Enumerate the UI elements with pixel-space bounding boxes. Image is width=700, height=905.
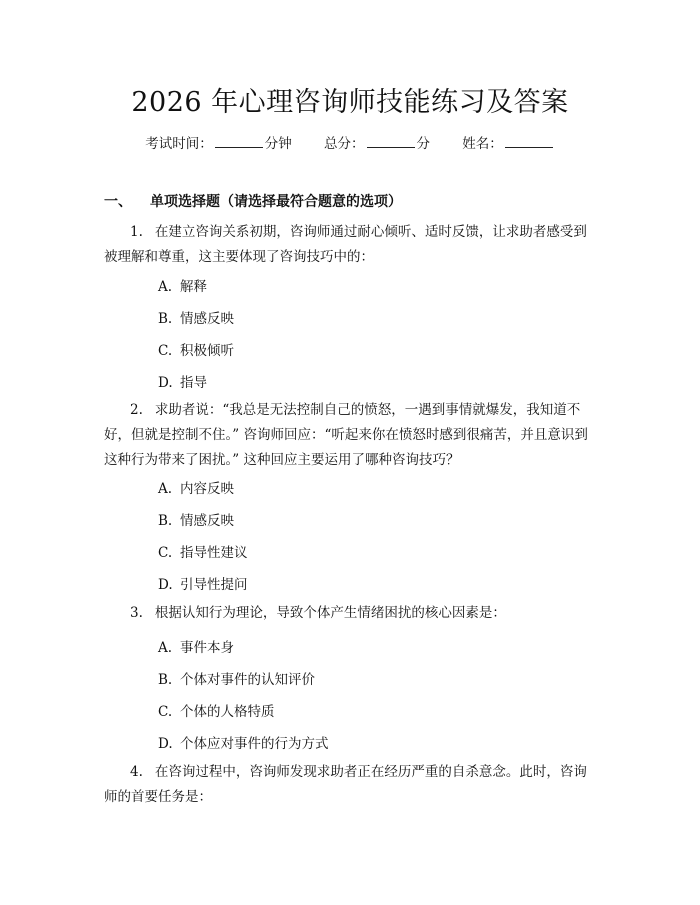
option-text: 内容反映 [180, 481, 234, 497]
option-letter: C. [158, 704, 173, 720]
option-letter: A. [158, 279, 173, 295]
question-number: 3. [130, 605, 143, 621]
question-1-option-c [158, 339, 234, 359]
option-letter: A. [158, 481, 173, 497]
question-1-option-a [158, 275, 207, 295]
total-score-field [324, 136, 430, 152]
question-3-option-d [158, 732, 329, 752]
exam-time-unit: 分钟 [264, 136, 292, 152]
option-letter: B. [158, 311, 173, 327]
section-title: 单项选择题（请选择最符合题意的选项） [150, 194, 402, 210]
question-2 [104, 398, 600, 473]
total-score-blank [367, 135, 415, 148]
document-title: 2026 年心理咨询师技能练习及答案 [131, 87, 569, 118]
question-number: 2. [130, 402, 143, 418]
question-3-option-a [158, 636, 234, 656]
option-text: 个体应对事件的行为方式 [180, 736, 329, 752]
question-3-option-b [158, 668, 315, 688]
name-label: 姓名： [462, 136, 503, 152]
option-text: 引导性提问 [180, 577, 248, 593]
option-letter: B. [158, 672, 173, 688]
total-score-label: 总分： [324, 136, 365, 152]
option-letter: B. [158, 513, 173, 529]
option-text: 指导性建议 [180, 545, 248, 561]
question-2-option-c [158, 541, 248, 561]
exam-time-label: 考试时间： [145, 136, 213, 152]
name-blank [505, 135, 553, 148]
question-number: 4. [130, 764, 143, 780]
section-number: 一、 [104, 194, 132, 210]
question-4 [104, 760, 600, 810]
option-letter: C. [158, 343, 173, 359]
option-letter: D. [158, 577, 173, 593]
option-text: 事件本身 [180, 640, 234, 656]
option-text: 积极倾听 [180, 343, 234, 359]
question-2-option-d [158, 573, 248, 593]
option-text: 情感反映 [180, 311, 234, 327]
question-text: 在建立咨询关系初期，咨询师通过耐心倾听、适时反馈，让求助者感受到被理解和尊重，这主要体现了咨询技巧中的： [104, 224, 587, 265]
question-number: 1. [130, 224, 143, 240]
option-text: 情感反映 [180, 513, 234, 529]
option-text: 解释 [180, 279, 207, 295]
exam-time-blank [215, 135, 263, 148]
option-letter: A. [158, 640, 173, 656]
question-1-option-b [158, 307, 234, 327]
question-text: 根据认知行为理论，导致个体产生情绪困扰的核心因素是： [154, 605, 506, 621]
exam-time-field [145, 136, 292, 152]
question-3 [104, 601, 600, 626]
question-text: 求助者说：“我总是无法控制自己的愤怒，一遇到事情就爆发，我知道不好，但就是控制不住。” 咨询师回应：“听起来你在愤怒时感到很痛苦，并且意识到这种行为带来了困扰。” 这种回应主要运用了哪种咨询技巧？ [104, 402, 588, 468]
question-1-option-d [158, 371, 207, 391]
exam-meta-line [0, 132, 700, 152]
option-letter: D. [158, 736, 173, 752]
section-heading [104, 191, 402, 211]
question-2-option-b [158, 509, 234, 529]
total-score-unit: 分 [416, 136, 430, 152]
option-text: 指导 [180, 375, 207, 391]
question-3-option-c [158, 700, 275, 720]
option-letter: D. [158, 375, 173, 391]
option-text: 个体对事件的认知评价 [180, 672, 315, 688]
option-letter: C. [158, 545, 173, 561]
option-text: 个体的人格特质 [180, 704, 275, 720]
name-field [462, 136, 555, 152]
question-text: 在咨询过程中，咨询师发现求助者正在经历严重的自杀意念。此时，咨询师的首要任务是： [104, 764, 587, 805]
question-2-option-a [158, 477, 234, 497]
question-1 [104, 220, 600, 270]
